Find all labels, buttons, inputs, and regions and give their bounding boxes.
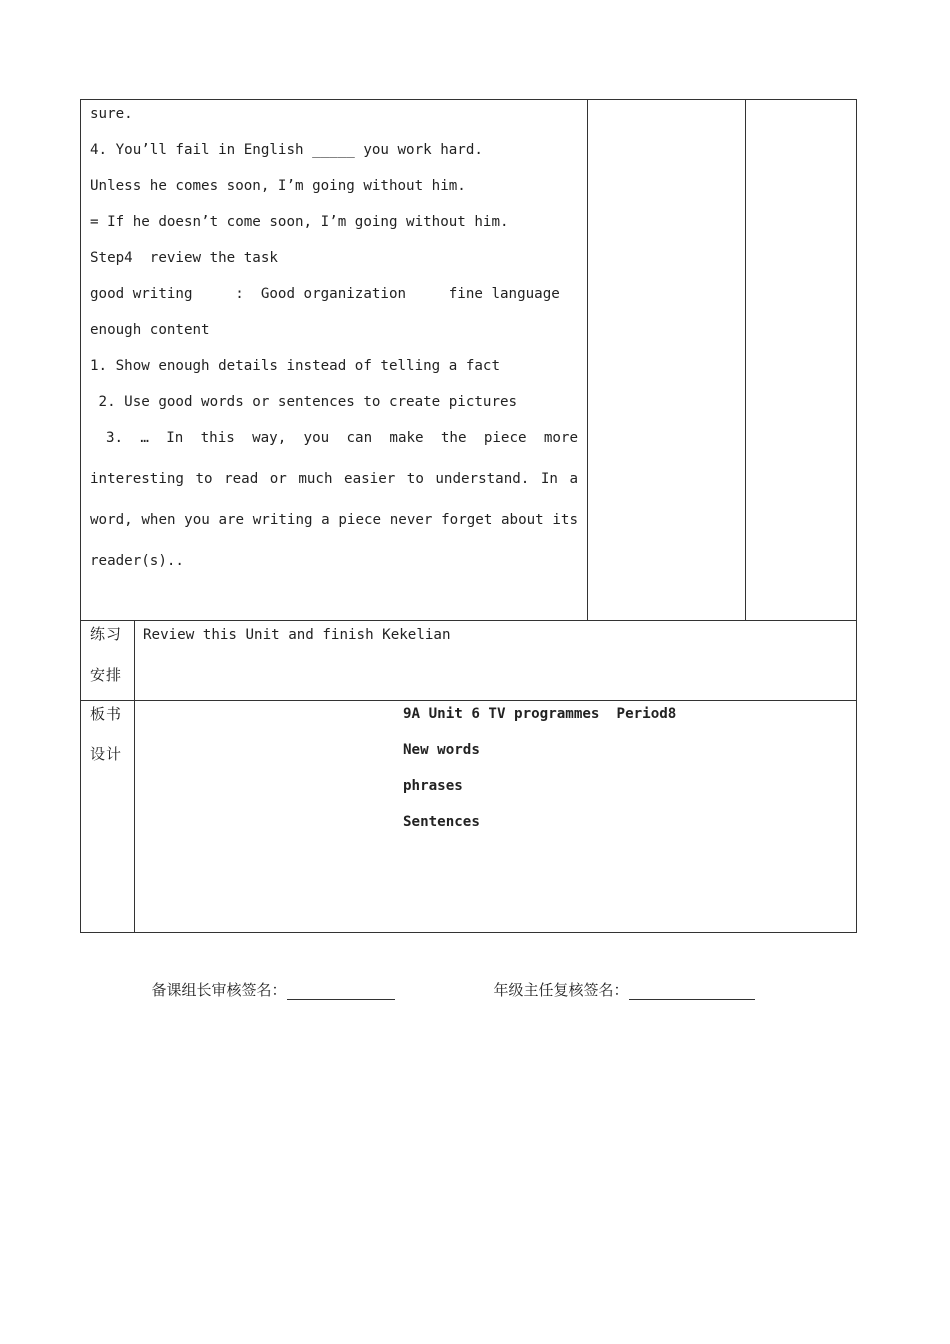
board-design-item: phrases xyxy=(403,778,463,794)
board-design-item: Sentences xyxy=(403,814,480,830)
grade-director-signature xyxy=(484,960,755,1000)
paragraph-line: interesting to read or much easier to understand. In a xyxy=(90,471,578,487)
group-leader-signature xyxy=(142,960,395,1000)
content-line: 4. You’ll fail in English _____ you work hard. xyxy=(90,142,483,158)
board-design-label: 板书 xyxy=(90,705,123,723)
table-row-divider xyxy=(80,620,857,621)
group-leader-signature-field[interactable] xyxy=(287,983,395,1000)
table-column-divider xyxy=(587,99,588,621)
group-leader-signature-label: 备课组长审核签名： xyxy=(151,981,287,999)
paragraph-line: 3. … In this way, you can make the piece more xyxy=(106,430,578,446)
table-bottom-border xyxy=(80,932,857,933)
board-design-title: 9A Unit 6 TV programmes Period8 xyxy=(403,706,677,722)
table-right-border xyxy=(856,99,857,933)
content-line: Unless he comes soon, I’m going without him. xyxy=(90,178,466,194)
content-line: good writing : Good organization fine language xyxy=(90,286,560,302)
homework-label: 练习 xyxy=(90,625,123,643)
content-line: sure. xyxy=(90,106,133,122)
content-line: 1. Show enough details instead of telling a fact xyxy=(90,358,500,374)
content-line: 2. Use good words or sentences to create pictures xyxy=(90,394,518,410)
grade-director-signature-label: 年级主任复核签名： xyxy=(493,981,629,999)
content-line: Step4 review the task xyxy=(90,250,278,266)
content-line: enough content xyxy=(90,322,210,338)
paragraph-line: word, when you are writing a piece never forget about its xyxy=(90,512,578,528)
table-row-divider xyxy=(80,700,857,701)
table-label-column-divider xyxy=(134,620,135,933)
homework-text: Review this Unit and finish Kekelian xyxy=(143,627,451,643)
homework-label: 安排 xyxy=(90,666,123,684)
grade-director-signature-field[interactable] xyxy=(629,983,755,1000)
board-design-label: 设计 xyxy=(90,745,123,763)
table-left-border xyxy=(80,99,81,933)
table-column-divider xyxy=(745,99,746,621)
table-top-border xyxy=(80,99,857,100)
content-line: = If he doesn’t come soon, I’m going without him. xyxy=(90,214,509,230)
board-design-item: New words xyxy=(403,742,480,758)
paragraph-line: reader(s).. xyxy=(90,553,184,569)
